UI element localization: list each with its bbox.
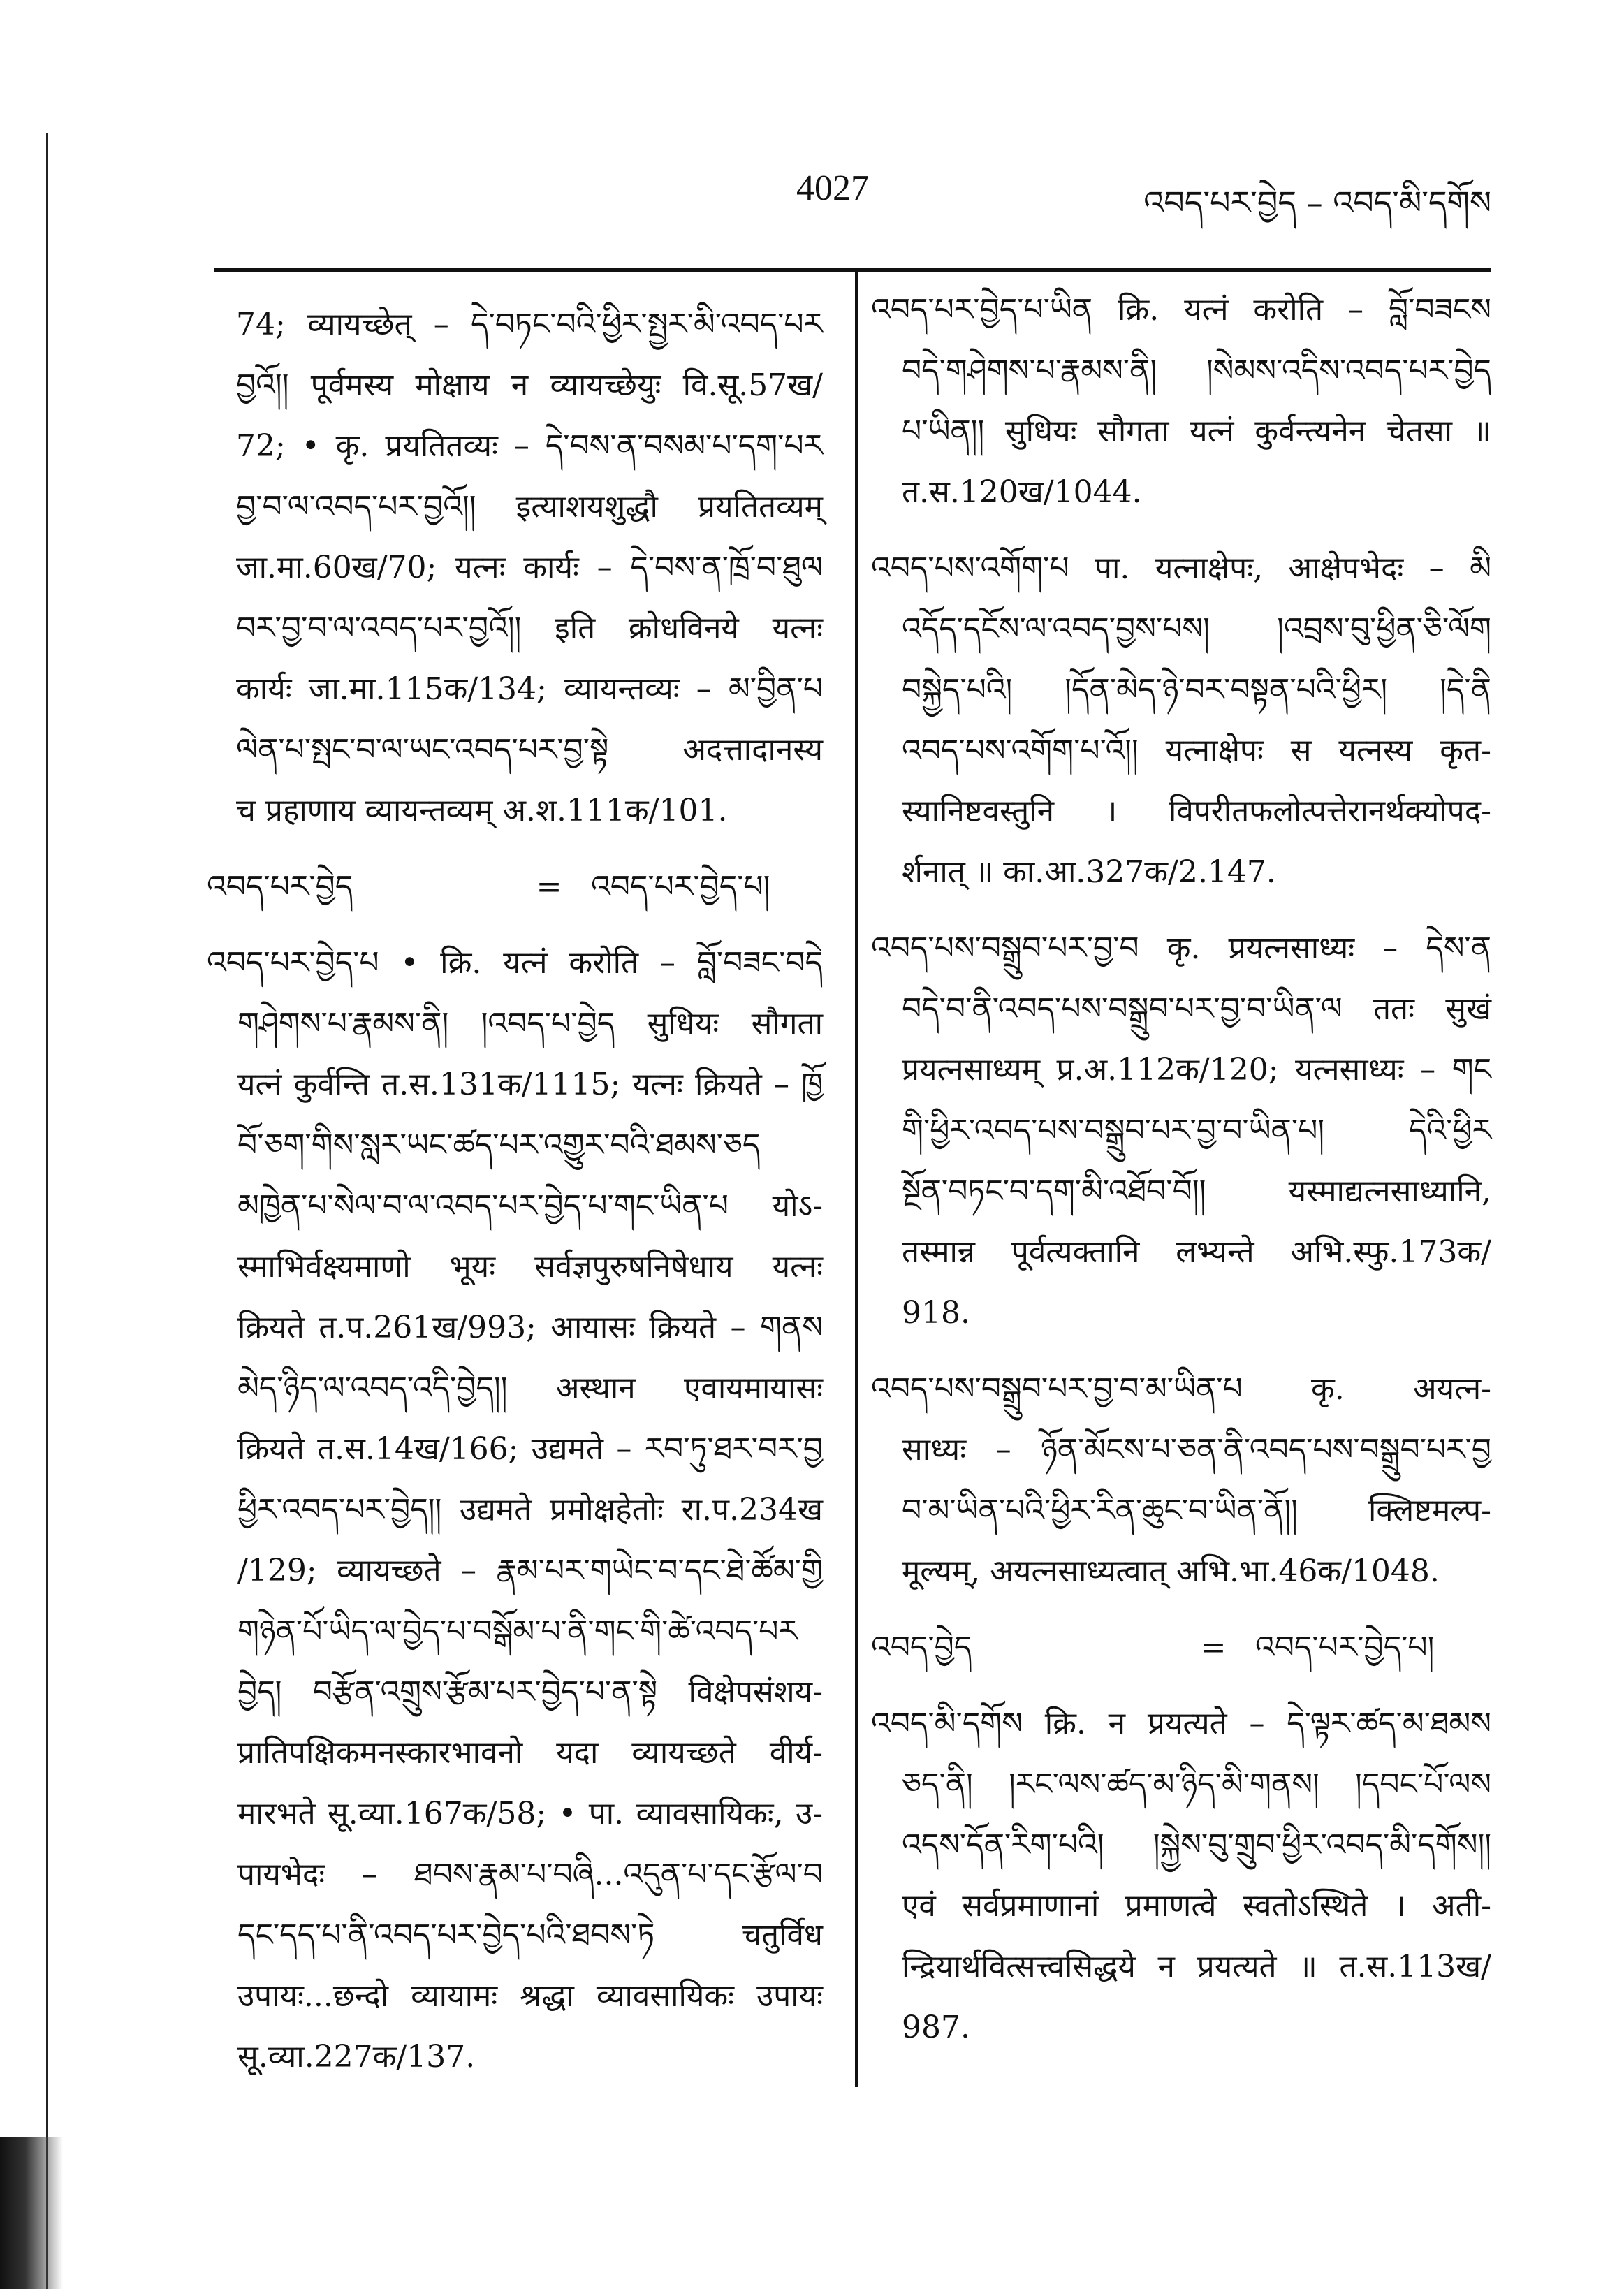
entry-text-line: न्द्रियार्थवित्सत्त्वसिद्धये न प्रयत्यते ॥ त.स.113ख/ xyxy=(902,1949,1491,1984)
dictionary-entry xyxy=(207,933,823,2087)
entry-text-line: གཉེན་པོ་ཡིད་ལ་བྱེད་པ་བསྒོམ་པ་ནི་གང་གི་ཚེ་འབད་པར xyxy=(237,1614,798,1649)
scan-edge-shadow xyxy=(0,2137,63,2289)
entry-text-line: कार्यः जा.मा.115क/134; व्यायन्तव्यः – མ་བྱིན་པ xyxy=(236,671,823,707)
entry-headword-line: འབད་པས་བསྒྲུབ་པར་བྱ་བ कृ. प्रयत्नसाध्यः – དེས་ན xyxy=(871,930,1491,966)
equals-sign: = xyxy=(1200,1630,1227,1665)
entry-text-line: त.स.120ख/1044. xyxy=(902,474,1142,510)
entry-text-line: मारभते सू.व्या.167क/58; • पा. व्यावसायिकः, उ- xyxy=(237,1796,823,1831)
entry-text-line: བ་མ་ཡིན་པའི་ཕྱིར་རིན་ཆུང་བ་ཡིན་ནོ།། क्लिष्टमल्प- xyxy=(902,1493,1491,1528)
cross-reference-target: འབད་པར་བྱེད་པ། xyxy=(1255,1630,1435,1665)
entry-text-line: པ་ཡིན།། सुधियः सौगता यत्नं कुर्वन्त्यनेन चेतसा ॥ xyxy=(902,414,1491,449)
cross-reference-target: འབད་པར་བྱེད་པ། xyxy=(591,869,770,905)
entry-headword-line: འབད་པས་འགོག་པ पा. यत्नाक्षेपः, आक्षेपभेदः – མི xyxy=(871,550,1491,586)
entry-text-line: प्रयत्नसाध्यम् प्र.अ.112क/120; यत्नसाध्यः – གང xyxy=(902,1052,1491,1088)
headword: འབད་པར་བྱེད xyxy=(207,869,353,905)
entry-text-line: सू.व्या.227क/137. xyxy=(237,2039,476,2075)
entry-text-line: མེད་ཉིད་ལ་འབད་འདི་བྱེད།། अस्थान एवायमायासः xyxy=(237,1370,823,1406)
dictionary-entry xyxy=(871,279,1491,522)
header-rule xyxy=(214,268,1491,272)
entry-text-line: एवं सर्वप्रमाणानां प्रमाणत्वे स्वतोऽस्थिते । अती- xyxy=(902,1888,1491,1924)
entry-headword-line: འབད་པར་བྱེད་པ • क्रि. यत्नं करोति – བློ་བཟང་བདེ xyxy=(207,945,823,981)
entry-text-line: འདོད་དངོས་ལ་འབད་བྱས་པས། །འབྲས་བུ་ཕྱིན་ཅི་ལོག xyxy=(902,611,1491,647)
left-column xyxy=(207,294,823,2087)
entry-text-line: 987. xyxy=(902,2010,970,2045)
entry-text-line: प्रातिपक्षिकमनस्कारभावनो यदा व्यायच्छते वीर्य- xyxy=(237,1735,823,1771)
entry-text-line: འབད་པས་འགོག་པ་འོ།། यत्नाक्षेपः स यत्नस्य कृत- xyxy=(902,733,1491,768)
entry-headword-line: འབད་པས་བསྒྲུབ་པར་བྱ་བ་མ་ཡིན་པ कृ. अयत्न- xyxy=(871,1371,1491,1407)
entry-text-line: 74; व्यायच्छेत् – དེ་བཏང་བའི་ཕྱིར་སྤྱར་མི་འབད་པར xyxy=(236,307,823,342)
entry-text-line: བར་བྱ་བ་ལ་འབད་པར་བྱའོ།། इति क्रोधविनये यत्नः xyxy=(236,610,823,646)
right-column xyxy=(871,279,1491,2058)
entry-text-line: གི་ཕྱིར་འབད་པས་བསྒྲུབ་པར་བྱ་བ་ཡིན་པ། དེའི་ཕྱིར xyxy=(902,1113,1491,1148)
entry-text-line: तस्मान्न पूर्वत्यक्तानि लभ्यन्ते अभि.स्फु.173क/ xyxy=(902,1234,1491,1270)
dictionary-entry xyxy=(871,918,1491,1343)
entry-text-line: च प्रहाणाय व्यायन्तव्यम् अ.श.111क/101. xyxy=(236,793,728,828)
page-number: 4027 xyxy=(796,168,869,208)
entry-text-line: བྱེད། བརྩོན་འགྲུས་རྩོམ་པར་བྱེད་པ་ན་སྟེ विक्षेपसंशय- xyxy=(237,1674,823,1710)
entry-text-line: བྱ་བ་ལ་འབད་པར་བྱའོ།། इत्याशयशुद्धौ प्रयतितव्यम् xyxy=(236,489,823,525)
entry-text-line: र्शनात् ॥ का.आ.327क/2.147. xyxy=(902,854,1276,890)
entry-text-line: 918. xyxy=(902,1295,970,1331)
entry-text-line: स्माभिर्वक्ष्यमाणो भूयः सर्वज्ञपुरुषनिषेधाय यत्नः xyxy=(237,1249,823,1285)
equals-sign: = xyxy=(536,869,562,905)
entry-text-line: ཅད་ནི། །རང་ལས་ཚད་མ་ཉིད་མི་གནས། །དབང་པོ་ལས xyxy=(902,1767,1491,1802)
cross-reference-entry xyxy=(207,856,823,917)
entry-text-line: བདེ་གཤེགས་པ་རྣམས་ནི། །སེམས་འདིས་འབད་པར་བྱེད xyxy=(902,353,1491,388)
entry-text-line: ཕྱིར་འབད་པར་བྱེད།། उद्यमते प्रमोक्षहेतोः रा.प.234ख xyxy=(237,1492,823,1528)
entry-text-line: स्यानिष्टवस्तुनि । विपरीतफलोत्पत्तेरानर्थक्योपद- xyxy=(902,794,1491,829)
headword: འབད་བྱེད xyxy=(871,1630,972,1665)
entry-text-line: བསྐྱེད་པའི། །དོན་མེད་ཉེ་བར་བསྟན་པའི་ཕྱིར། །དེ་ནི xyxy=(902,672,1491,708)
entry-text-line: उपायः...छन्दो व्यायामः श्रद्धा व्यावसायिकः उपायः xyxy=(237,1978,823,2014)
entry-text-line: क्रियते त.प.261ख/993; आयासः क्रियते – གནས xyxy=(237,1310,823,1345)
continued-entry xyxy=(207,294,823,841)
entry-text-line: यत्नं कुर्वन्ति त.स.131क/1115; यत्नः क्रियते – ཁྱོ xyxy=(237,1067,823,1102)
entry-text-line: གཤེགས་པ་རྣམས་ནི། །འབད་པ་བྱེད सुधियः सौगता xyxy=(237,1006,823,1041)
running-head: འབད་པར་བྱེད – འབད་མི་དགོས xyxy=(1143,184,1491,221)
dictionary-entry xyxy=(871,538,1491,902)
entry-text-line: साध्यः – ཉོན་མོངས་པ་ཅན་ནི་འབད་པས་བསྒྲུབ་པར་བྱ xyxy=(902,1432,1491,1468)
entry-headword-line: འབད་མི་དགོས क्रि. न प्रयत्यते – དེ་ལྟར་ཚད་མ་ཐམས xyxy=(871,1706,1491,1741)
entry-text-line: དང་དད་པ་ནི་འབད་པར་བྱེད་པའི་ཐབས་ཏེ चतुर्विध xyxy=(237,1917,823,1953)
entry-text-line: མཁྱེན་པ་སེལ་བ་ལ་འབད་པར་བྱེད་པ་གང་ཡིན་པ योऽ- xyxy=(237,1188,823,1224)
scan-edge-line xyxy=(46,133,48,2289)
entry-text-line: क्रियते त.स.14ख/166; उद्यमते – རབ་ཏུ་ཐར་བར་བྱ xyxy=(237,1431,823,1467)
entry-text-line: पायभेदः – ཐབས་རྣམ་པ་བཞི...འདུན་པ་དང་རྩོལ་བ xyxy=(237,1857,823,1892)
dictionary-entry xyxy=(871,1359,1491,1602)
entry-headword-line: འབད་པར་བྱེད་པ་ཡིན क्रि. यत्नं करोति – བློ་བཟངས xyxy=(871,292,1491,328)
entry-text-line: मूल्यम्, अयत्नसाध्यत्वात् अभि.भा.46क/1048. xyxy=(902,1553,1440,1589)
entry-text-line: སྔོན་བཏང་བ་དག་མི་འཐོབ་བོ།། यस्माद्यत्नसाध्यानि, xyxy=(902,1173,1491,1209)
entry-text-line: བྱའོ།། पूर्वमस्य मोक्षाय न व्यायच्छेयुः वि.सू.57ख/ xyxy=(236,367,823,403)
entry-text-line: བོ་ཅག་གིས་སླར་ཡང་ཚད་པར་འགྱུར་བའི་ཐམས་ཅད xyxy=(237,1127,761,1163)
cross-reference-entry xyxy=(871,1617,1491,1678)
entry-text-line: 72; • कृ. प्रयतितव्यः – དེ་བས་ན་བསམ་པ་དག་པར xyxy=(236,428,823,464)
entry-text-line: /129; व्यायच्छते – རྣམ་པར་གཡེང་བ་དང་ཐེ་ཚོམ་གྱི xyxy=(237,1553,823,1588)
entry-text-line: འདས་དོན་རིག་པའི། །སྐྱེས་བུ་གྲུབ་ཕྱིར་འབད་མི་དགོས།། xyxy=(902,1827,1491,1863)
entry-text-line: जा.मा.60ख/70; यत्नः कार्यः – དེ་བས་ན་ཁྲོ་བ་ཐུལ xyxy=(236,550,823,585)
column-divider xyxy=(855,271,858,2087)
entry-text-line: ལེན་པ་སྤང་བ་ལ་ཡང་འབད་པར་བྱ་སྟེ अदत्तादानस्य xyxy=(236,732,823,768)
dictionary-entry xyxy=(871,1693,1491,2058)
entry-text-line: བདེ་བ་ནི་འབད་པས་བསྒྲུབ་པར་བྱ་བ་ཡིན་ལ ततः सुखं xyxy=(902,991,1491,1027)
